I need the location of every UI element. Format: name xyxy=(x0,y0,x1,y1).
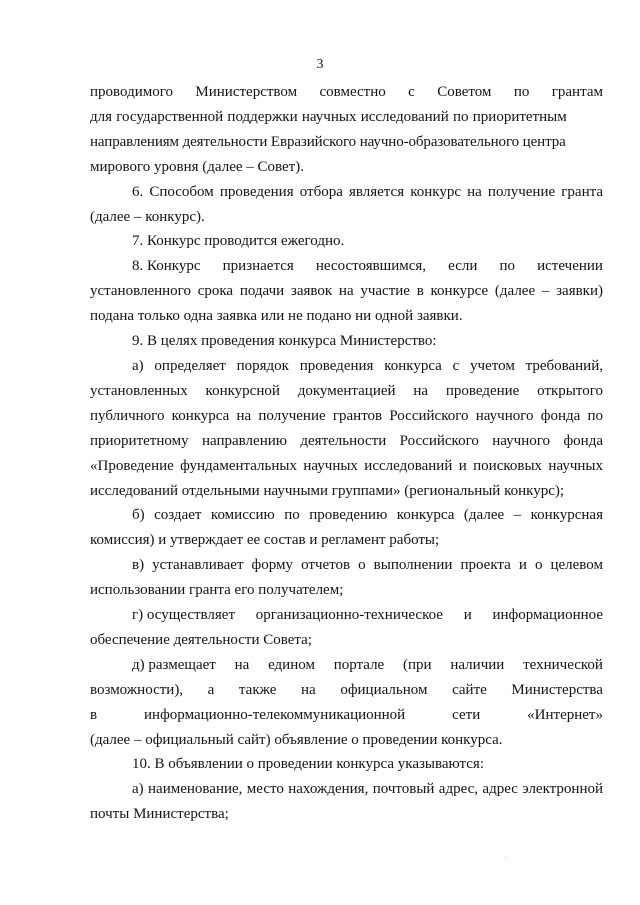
word: технической xyxy=(523,656,603,673)
page-number: 3 xyxy=(316,57,324,72)
word: также xyxy=(238,681,277,698)
word: по xyxy=(513,84,530,100)
word: едином xyxy=(268,656,315,673)
word: если xyxy=(448,258,478,275)
word: сети xyxy=(452,706,481,723)
paragraph-8-line-1 xyxy=(90,254,603,279)
word: возможности), xyxy=(90,681,184,698)
paragraph-9: 9. В целях проведения конкурса Министерство: xyxy=(132,333,437,350)
paragraph-9-d-line-4: (далее – официальный сайт) объявление о проведении конкурса. xyxy=(90,731,503,748)
word: а xyxy=(207,681,215,698)
word: сайте xyxy=(452,681,487,698)
word: Советом xyxy=(437,84,492,100)
document-body xyxy=(90,80,603,827)
word: в xyxy=(90,706,98,723)
paragraph-9-d-line-1 xyxy=(90,653,603,678)
word: признается xyxy=(222,258,294,275)
paragraph-8-rest: установленного срока подачи заявок на участие в конкурсе (далее – заявки) подана только одна заявка или не подано ни одной заявки. xyxy=(90,283,603,325)
paragraph-10: 10. В объявлении о проведении конкурса указываются: xyxy=(132,756,484,773)
word: истечении xyxy=(537,258,603,275)
paragraph-9-g-line-1 xyxy=(90,603,603,628)
word: на xyxy=(301,681,316,698)
paragraph-9-a: а) определяет порядок проведения конкурса с учетом требований, установленных конкурсной документацией на проведение открытого публичного конкурса на получение грантов Российского научного фонда по приоритетному направлению деятельности Российского научного фонда «Проведение фундаментальных научных исследований и поисковых научных исследований отдельными научными группами» (региональный конкурс); xyxy=(90,357,603,499)
word: на xyxy=(234,656,250,673)
intro-line-2: для государственной поддержки научных исследований по приоритетным xyxy=(90,108,567,125)
word: г) осуществляет xyxy=(132,607,236,624)
word: портале xyxy=(333,656,385,673)
intro-paragraph xyxy=(90,80,603,180)
paragraph-9-b: б) создает комиссию по проведению конкурса (далее – конкурсная комиссия) и утверждает ее состав и регламент работы; xyxy=(90,507,603,549)
word: официальном xyxy=(340,681,428,698)
word: по xyxy=(499,258,516,275)
word: организационно-техническое xyxy=(255,607,443,624)
word: и xyxy=(463,607,472,624)
paragraph-7: 7. Конкурс проводится ежегодно. xyxy=(132,233,345,250)
word: д) размещает xyxy=(132,656,216,673)
intro-line-3: направлениям деятельности Евразийского научно-образовательного центра xyxy=(90,133,566,150)
word: «Интернет» xyxy=(527,706,603,723)
word: (при xyxy=(403,656,432,673)
word: Министерства xyxy=(511,681,603,698)
word: с xyxy=(408,84,415,100)
intro-line-4: мирового уровня (далее – Совет). xyxy=(90,158,304,175)
paragraph-9-v: в) устанавливает форму отчетов о выполнении проекта и о целевом использовании гранта его получателем; xyxy=(90,557,603,599)
paragraph-9-d-line-3 xyxy=(90,703,603,728)
word: информационное xyxy=(492,607,603,624)
paragraph-9-g xyxy=(90,603,603,653)
word: Министерством xyxy=(195,84,298,100)
paragraph-9-d xyxy=(90,653,603,753)
paragraph-8 xyxy=(90,254,603,329)
paragraph-9-d-line-2 xyxy=(90,678,603,703)
paragraph-10-a: а) наименование, место нахождения, почтовый адрес, адрес электронной почты Министерства; xyxy=(90,781,603,823)
word: наличии xyxy=(450,656,505,673)
scan-speck xyxy=(505,857,506,858)
word: информационно-телекоммуникационной xyxy=(144,706,406,723)
paragraph-6: 6. Способом проведения отбора является конкурс на получение гранта (далее – конкурс). xyxy=(90,183,603,225)
word: 8. Конкурс xyxy=(132,258,201,275)
paragraph-9-g-line-2: обеспечение деятельности Совета; xyxy=(90,631,312,648)
word: проводимого xyxy=(90,84,174,100)
word: грантам xyxy=(551,84,603,100)
word: совместно xyxy=(319,84,386,100)
word: несостоявшимся, xyxy=(315,258,427,275)
intro-line-1 xyxy=(90,80,603,105)
